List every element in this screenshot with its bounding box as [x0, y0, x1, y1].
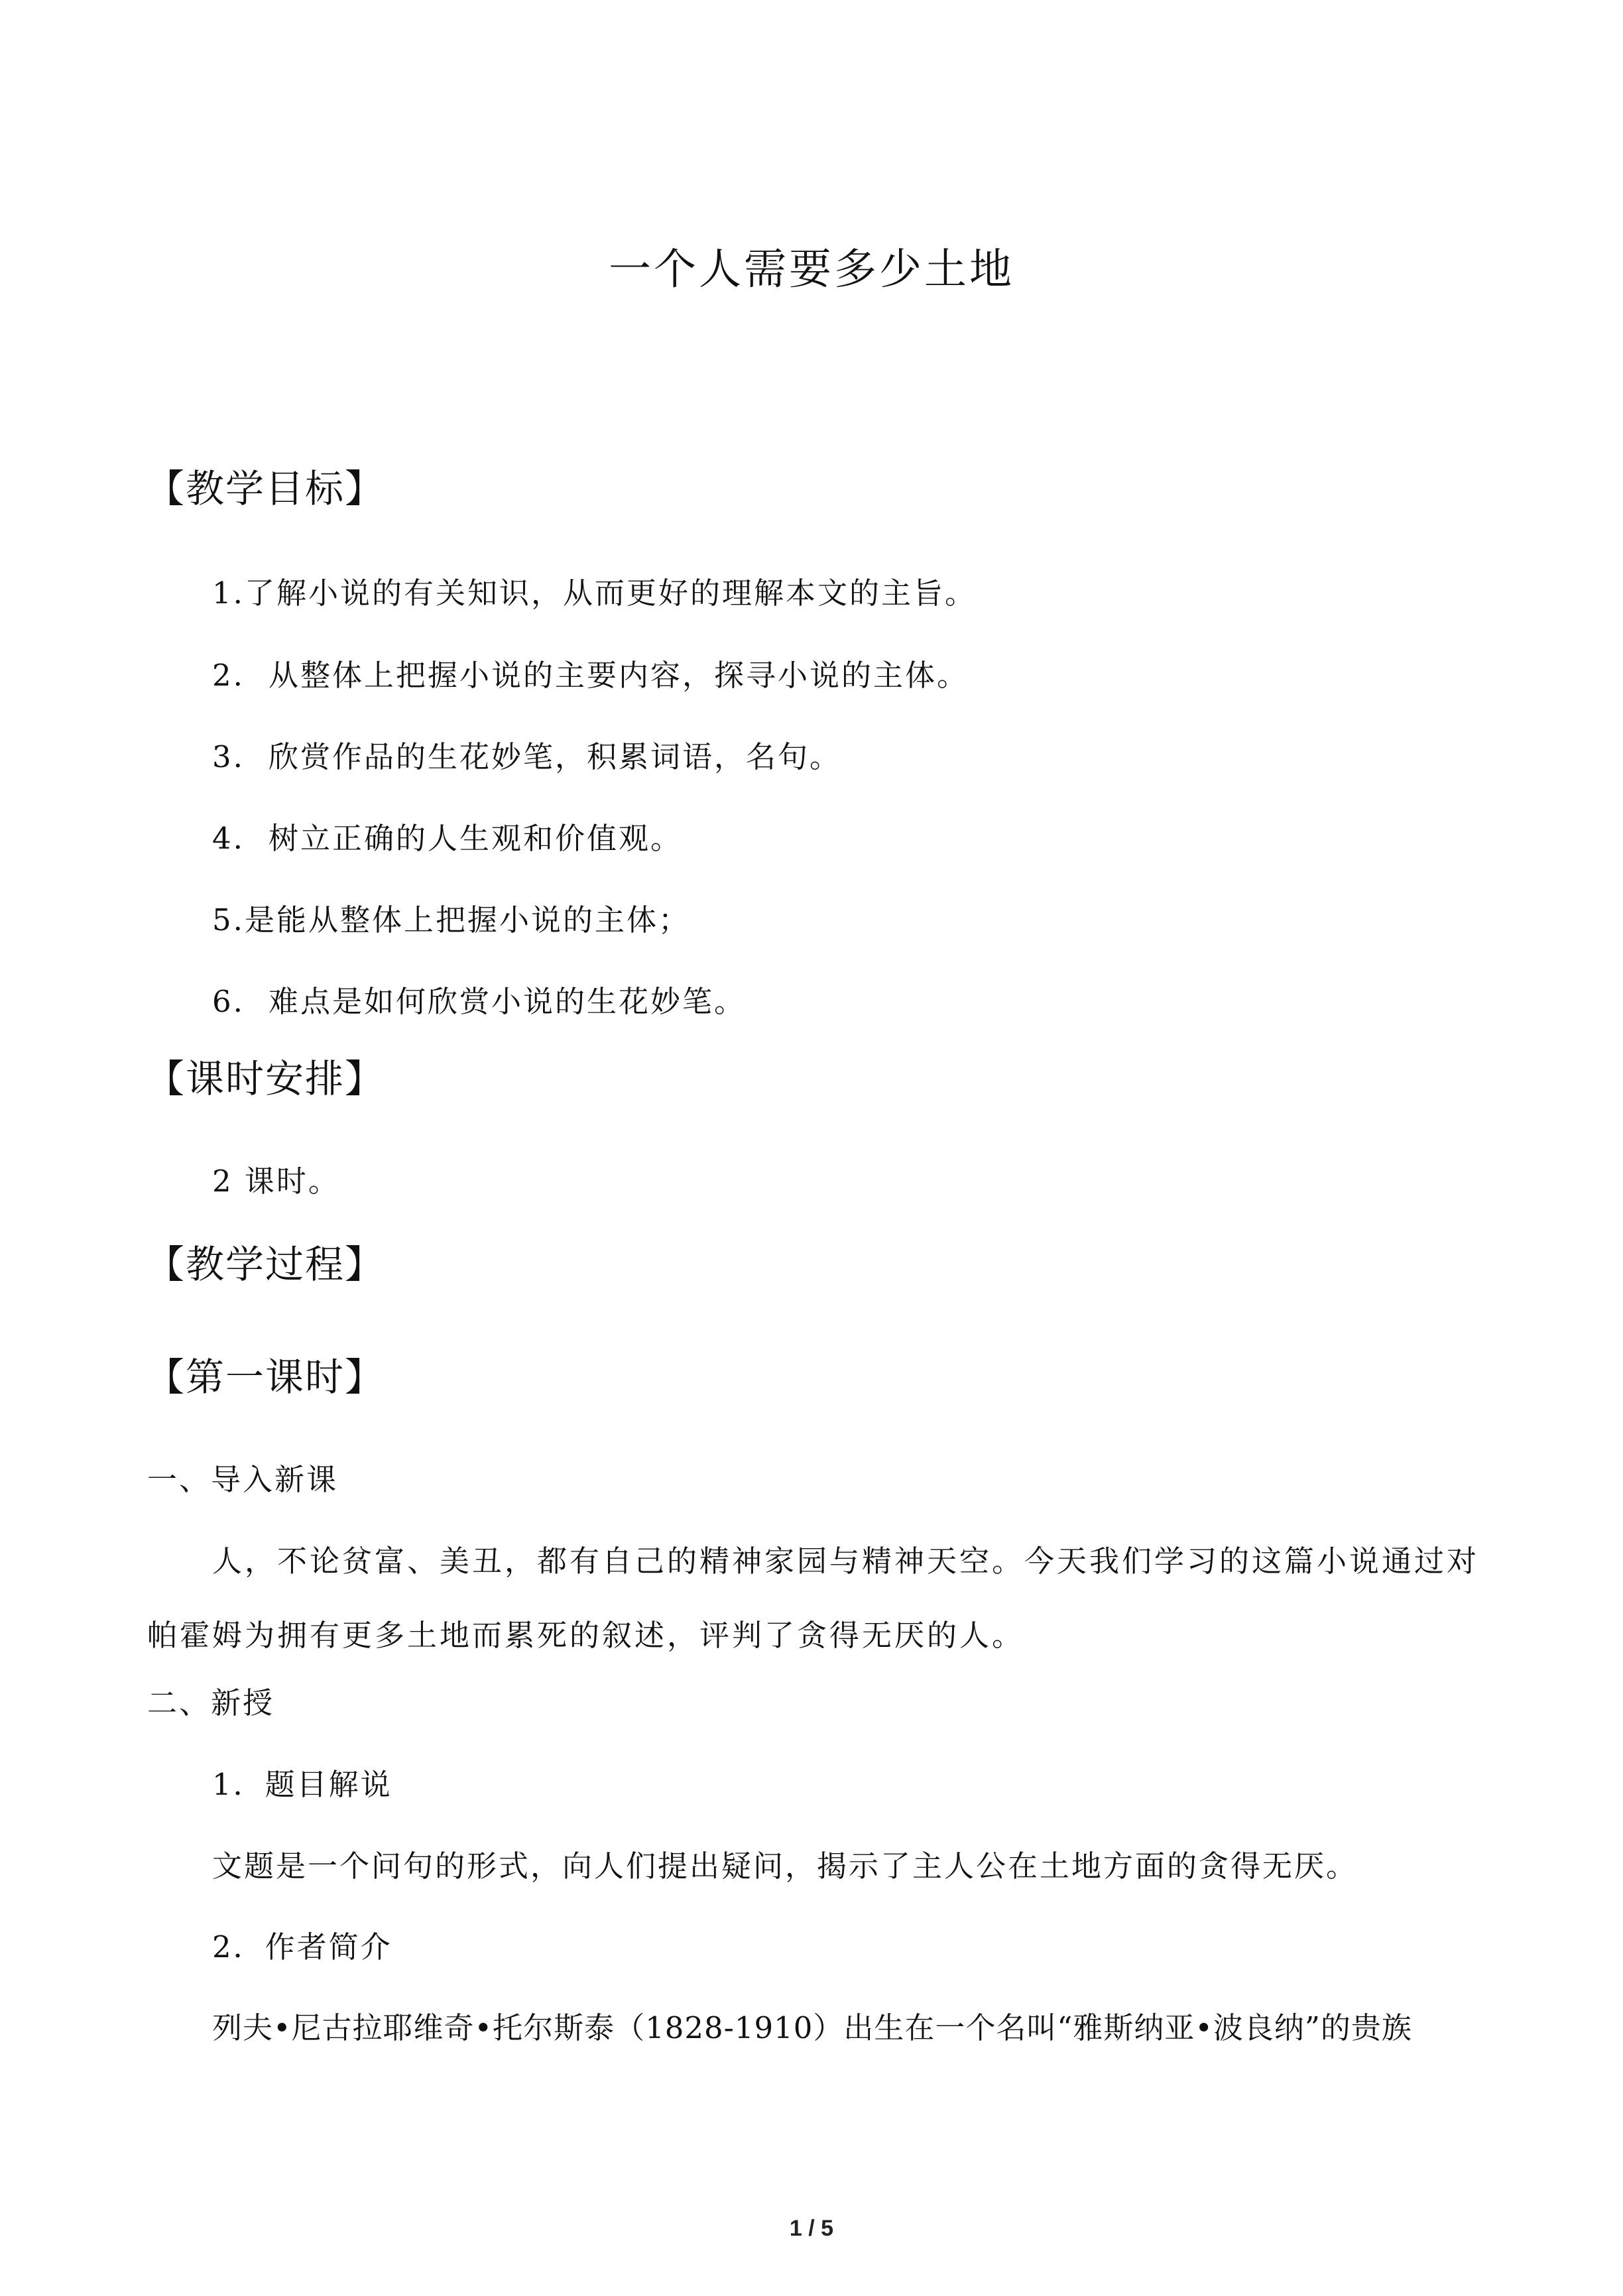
objective-text: 了解小说的有关知识，从而更好的理解本文的主旨。 — [244, 575, 977, 611]
objective-num: 4. — [212, 821, 245, 856]
objective-item-2 — [212, 651, 969, 694]
objective-item-6 — [212, 977, 746, 1020]
document-title: 一个人需要多少土地 — [609, 245, 1014, 294]
part2-title: 二、新授 — [147, 1685, 275, 1721]
objective-num: 1. — [212, 575, 245, 611]
objective-text: 难点是如何欣赏小说的生花妙笔。 — [268, 984, 746, 1019]
part1-paragraph-line-1: 人，不论贫富、美丑，都有自己的精神家园与精神天空。今天我们学习的这篇小说通过对 — [212, 1543, 1480, 1579]
objective-text: 树立正确的人生观和价值观。 — [268, 821, 682, 856]
objective-num: 3. — [212, 739, 245, 774]
objective-num: 2. — [212, 658, 245, 693]
sub2-title: 2．作者简介 — [212, 1929, 392, 1964]
objective-item-1 — [212, 569, 977, 612]
objective-text: 是能从整体上把握小说的主体； — [244, 902, 690, 937]
schedule-text: 2 课时。 — [212, 1164, 340, 1199]
objective-text: 欣赏作品的生花妙笔，积累词语，名句。 — [268, 739, 841, 774]
objective-text: 从整体上把握小说的主要内容，探寻小说的主体。 — [268, 658, 969, 693]
objective-item-5 — [212, 896, 690, 939]
part1-title: 一、导入新课 — [147, 1462, 339, 1497]
page-number: 1 / 5 — [789, 2216, 834, 2241]
objective-item-3 — [212, 733, 841, 776]
sub2-text: 列夫•尼古拉耶维奇•托尔斯泰（1828-1910）出生在一个名叫“雅斯纳亚•波良纳”的贵族 — [212, 2010, 1412, 2045]
objective-num: 5. — [212, 902, 245, 937]
sub1-title: 1．题目解说 — [212, 1767, 392, 1802]
objective-item-4 — [212, 814, 682, 857]
heading-objectives: 【教学目标】 — [146, 466, 385, 511]
sub1-text: 文题是一个问句的形式，向人们提出疑问，揭示了主人公在土地方面的贪得无厌。 — [212, 1848, 1358, 1884]
heading-schedule: 【课时安排】 — [146, 1056, 385, 1101]
objective-num: 6. — [212, 984, 245, 1019]
heading-lesson1: 【第一课时】 — [146, 1355, 385, 1400]
part1-paragraph-line-2: 帕霍姆为拥有更多土地而累死的叙述，评判了贪得无厌的人。 — [147, 1618, 1025, 1653]
heading-process: 【教学过程】 — [146, 1242, 385, 1287]
